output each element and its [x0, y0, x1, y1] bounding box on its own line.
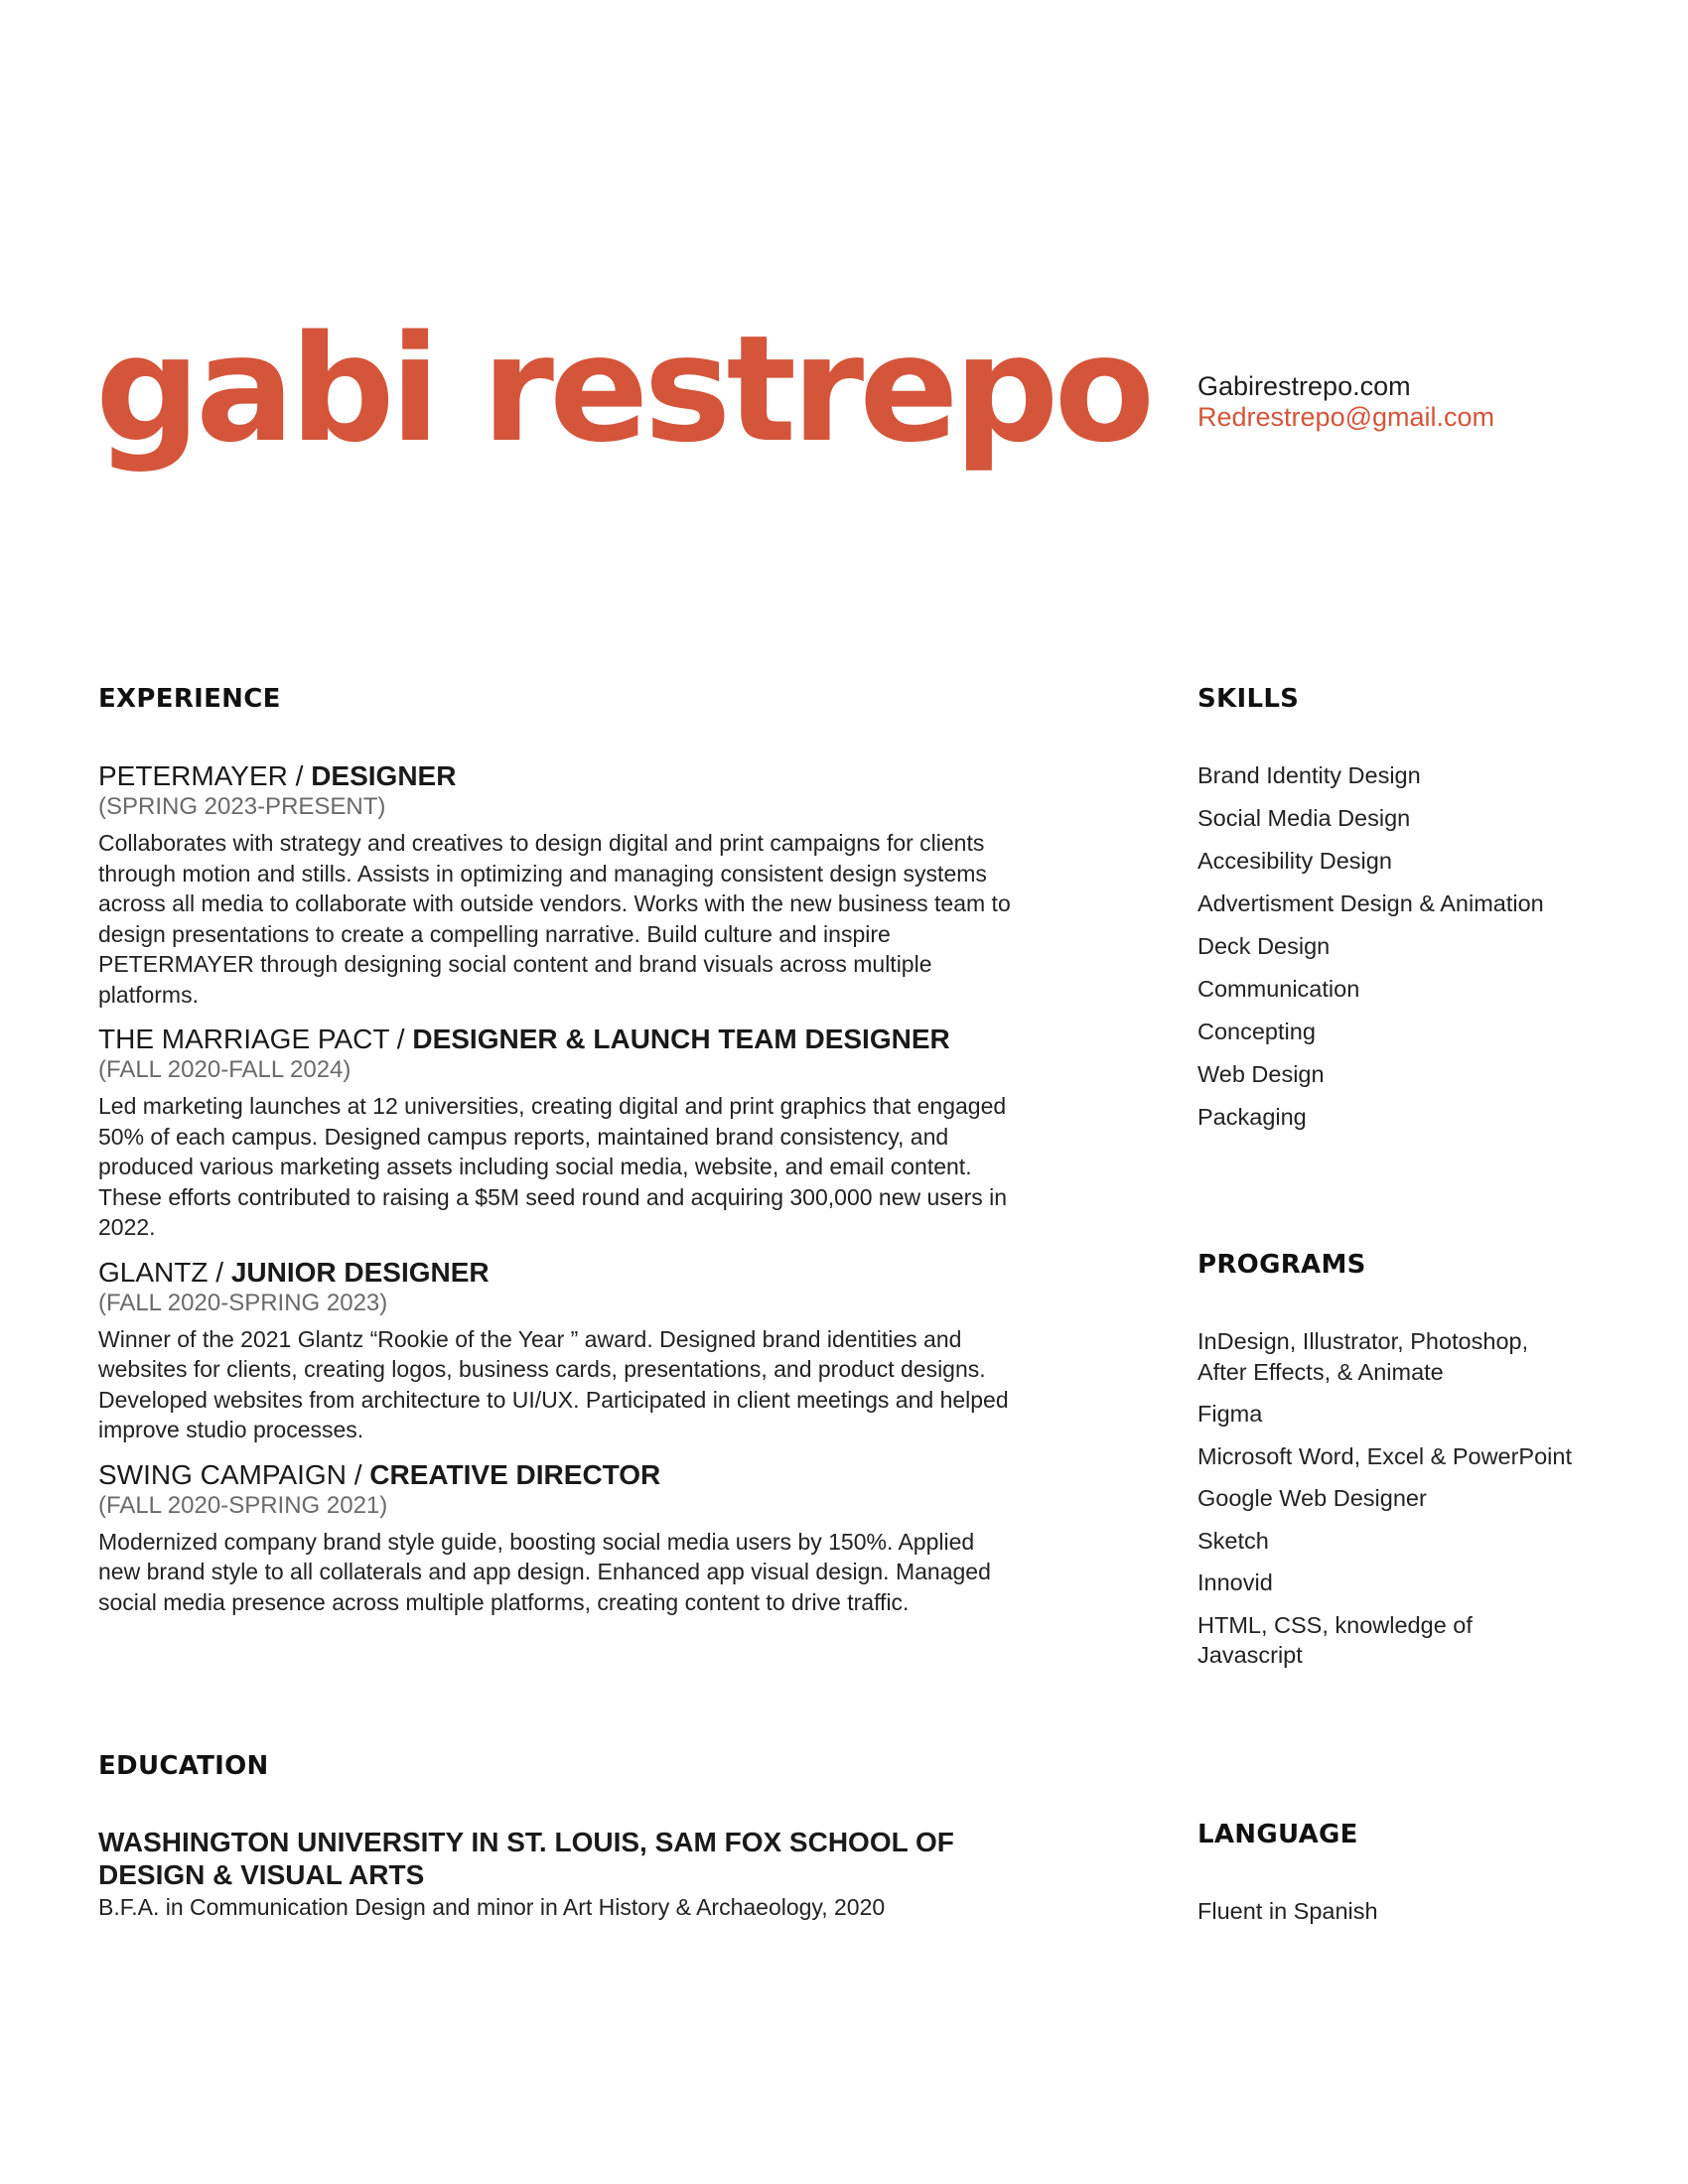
skill-item: Social Media Design — [1197, 805, 1411, 831]
programs-list — [1197, 1326, 1575, 1671]
job-role: JUNIOR DESIGNER — [230, 1256, 490, 1288]
program-item: Microsoft Word, Excel & PowerPoint — [1197, 1442, 1572, 1469]
skill-item: Accesibility Design — [1197, 848, 1392, 874]
job-role: DESIGNER — [311, 760, 457, 791]
programs-heading: PROGRAMS — [1197, 1250, 1366, 1280]
skill-item: Concepting — [1197, 1019, 1316, 1044]
job-separator: / — [208, 1256, 231, 1288]
job-description: Led marketing launches at 12 universities, creating digital and print graphics that engaged 50% of each campus. Designed campus reports, maintained brand consistency, and produced various marketing assets including social media, website, and email content. These efforts contributed to raising a $5M seed round and acquiring 300,000 new users in 2022. — [98, 1093, 1008, 1240]
job-entry — [98, 1459, 1012, 1618]
job-title — [98, 1024, 1012, 1055]
skill-item: Deck Design — [1197, 933, 1331, 959]
job-dates: (FALL 2020-SPRING 2021) — [98, 1491, 388, 1519]
job-company: PETERMAYER — [98, 760, 288, 791]
skill-item: Packaging — [1197, 1104, 1307, 1130]
job-description: Modernized company brand style guide, boosting social media users by 150%. Applied new brand style to all collaterals and app design. Enhanced app visual design. Managed social media presence across multiple platforms, creating content to drive traffic. — [98, 1528, 991, 1615]
job-dates: (SPRING 2023-PRESENT) — [98, 793, 386, 820]
resume-name: gabi restrepo — [95, 304, 1151, 475]
skills-heading: SKILLS — [1197, 684, 1300, 714]
job-dates: (FALL 2020-FALL 2024) — [98, 1056, 352, 1083]
job-role: DESIGNER & LAUNCH TEAM DESIGNER — [412, 1024, 950, 1054]
education-section — [98, 1750, 269, 1782]
job-title — [98, 1459, 1012, 1491]
program-item: InDesign, Illustrator, Photoshop, After Effects, & Animate — [1197, 1328, 1529, 1385]
job-company: THE MARRIAGE PACT — [98, 1024, 390, 1054]
skill-item: Communication — [1197, 976, 1360, 1002]
job-title — [98, 1257, 1012, 1289]
program-item: Innovid — [1197, 1570, 1273, 1595]
contact-block — [1197, 371, 1494, 433]
experience-heading: EXPERIENCE — [98, 684, 281, 714]
skill-item: Advertisment Design & Animation — [1197, 890, 1544, 916]
job-description: Winner of the 2021 Glantz “Rookie of the Year ” award. Designed brand identities and websites for clients, creating logos, business cards, presentations, and product designs. Developed websites from architecture to UI/UX. Participated in client meetings and helped improve studio processes. — [98, 1325, 1009, 1442]
language-section — [1197, 1819, 1378, 1926]
job-separator: / — [346, 1458, 370, 1490]
education-entry — [98, 1826, 992, 1924]
language-item: Fluent in Spanish — [1197, 1898, 1378, 1924]
left-column — [98, 683, 1012, 1920]
job-separator: / — [389, 1024, 413, 1054]
job-entry — [98, 1257, 1012, 1445]
job-description: Collaborates with strategy and creatives to design digital and print campaigns for clients through motion and stills. Assists in optimizing and managing consistent design systems across all media to collaborate with outside vendors. Works with the new business team to design presentations to create a compelling narrative. Build culture and inspire PETERMAYER through designing social content and brand visuals across multiple platforms. — [98, 830, 1011, 1008]
skills-list — [1197, 760, 1615, 1145]
skill-item: Web Design — [1197, 1061, 1325, 1087]
job-role: CREATIVE DIRECTOR — [369, 1458, 661, 1490]
job-separator: / — [287, 760, 312, 791]
skill-item: Brand Identity Design — [1197, 762, 1421, 788]
job-company: SWING CAMPAIGN — [98, 1458, 347, 1490]
school-name: WASHINGTON UNIVERSITY IN ST. LOUIS, SAM FOX SCHOOL OF DESIGN & VISUAL ARTS — [98, 1827, 954, 1890]
job-dates: (FALL 2020-SPRING 2023) — [98, 1289, 388, 1316]
education-heading: EDUCATION — [98, 1751, 269, 1781]
program-item: HTML, CSS, knowledge of Javascript — [1197, 1611, 1473, 1668]
website-link[interactable]: Gabirestrepo.com — [1197, 371, 1411, 401]
programs-section — [1197, 1249, 1575, 1683]
experience-list — [98, 760, 1012, 1617]
job-title — [98, 760, 1012, 792]
language-list — [1197, 1896, 1378, 1926]
degree-text: B.F.A. in Communication Design and minor in Art History & Archaeology, 2020 — [98, 1894, 886, 1920]
job-entry — [98, 760, 1012, 1010]
job-company: GLANTZ — [98, 1256, 209, 1288]
program-item: Sketch — [1197, 1527, 1269, 1554]
program-item: Google Web Designer — [1197, 1485, 1427, 1511]
program-item: Figma — [1197, 1401, 1263, 1427]
right-column — [1197, 683, 1615, 1924]
language-heading: LANGUAGE — [1197, 1820, 1358, 1849]
email-link[interactable]: Redrestrepo@gmail.com — [1197, 402, 1495, 432]
job-entry — [98, 1024, 1012, 1243]
